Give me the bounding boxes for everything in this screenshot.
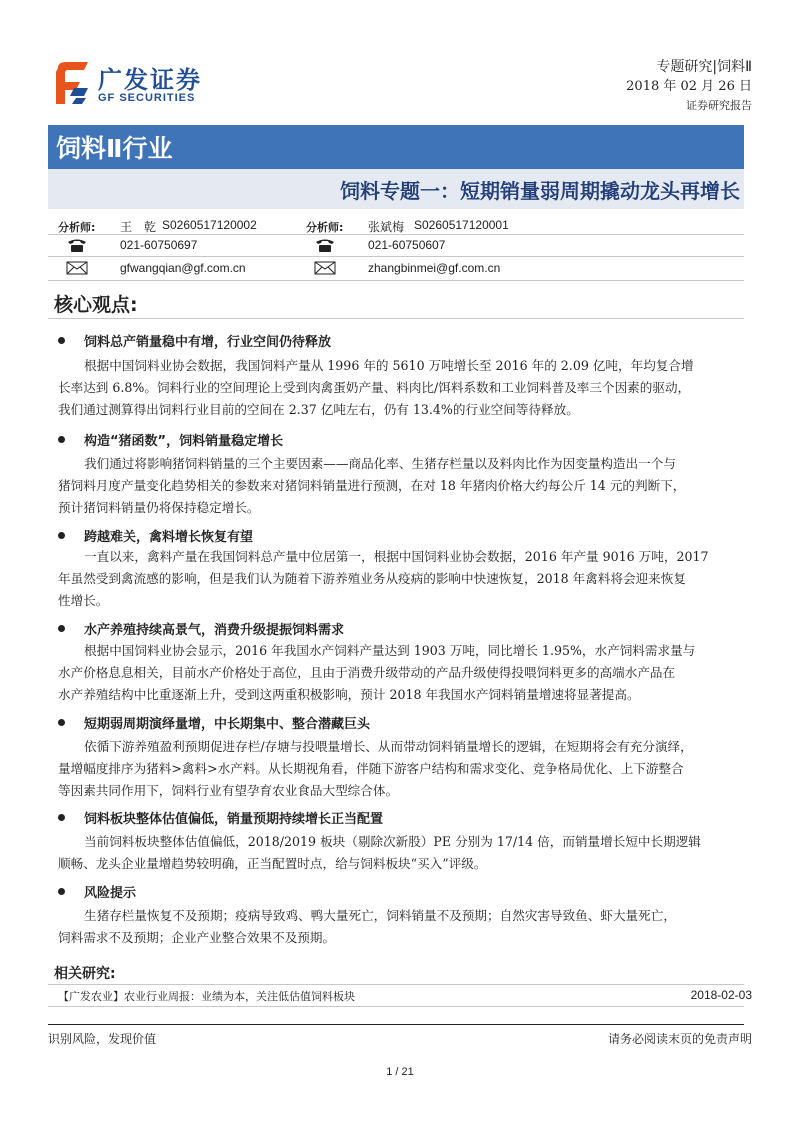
section-heading: 饲料总产销量稳中有增，行业空间仍待释放 — [84, 335, 332, 350]
section-heading: 短期弱周期演绎量增，中长期集中、整合潜藏巨头 — [84, 717, 371, 732]
section-heading: 水产养殖持续高景气，消费升级提振饲料需求 — [84, 623, 345, 638]
divider — [48, 984, 744, 985]
section-body — [58, 736, 730, 802]
divider — [48, 318, 744, 319]
footer-rule — [48, 1024, 744, 1025]
section-body — [58, 905, 730, 949]
section-body — [58, 640, 730, 706]
analyst-1-phone: 021-60750697 — [120, 238, 198, 252]
bullet — [58, 719, 65, 726]
body-line: 一直以来，禽料产量在我国饲料总产量中位居第一，根据中国饲料业协会数据，2016 年产量 9016 万吨，2017 — [84, 549, 709, 564]
body-line: 生猪存栏量恢复不及预期；疫病导致鸡、鸭大量死亡，饲料销量不及预期；自然灾害导致鱼、虾大量死亡， — [84, 908, 676, 923]
industry-title: 饲料Ⅱ行业 — [56, 134, 173, 163]
analyst-2-email[interactable]: zhangbinmei@gf.com.cn — [368, 261, 501, 275]
phone-icon — [66, 238, 88, 252]
page-number: 1 / 21 — [386, 1066, 414, 1078]
section-body — [58, 831, 730, 875]
header-meta — [626, 58, 752, 115]
divider — [48, 1006, 744, 1007]
email-icon — [314, 261, 336, 275]
analyst-1-cert: S0260517120002 — [162, 218, 257, 232]
analyst-2-phone: 021-60750607 — [368, 238, 446, 252]
related-title: 相关研究: — [54, 966, 116, 982]
body-line: 我们通过将影响猪饲料销量的三个主要因素——商品化率、生猪存栏量以及料肉比作为因变量构造出一个与 — [84, 456, 676, 471]
divider — [48, 234, 744, 235]
bullet — [58, 436, 65, 443]
related-item-date: 2018-02-03 — [690, 988, 752, 1002]
related-item-link[interactable]: 【广发农业】农业行业周报：业绩为本，关注低估值饲料板块 — [58, 990, 355, 1003]
body-line: 猪饲料月度产量变化趋势相关的参数来对猪饲料销量进行预测，在对 18 年猪肉价格大约每公斤 14 元的判断下， — [58, 478, 686, 493]
logo-text-cn: 广发证券 — [98, 66, 202, 94]
bullet — [58, 814, 65, 821]
analyst-2-cert: S0260517120001 — [414, 218, 509, 232]
section-heading: 构造“猪函数”，饲料销量稳定增长 — [84, 434, 284, 449]
body-line: 根据中国饲料业协会数据，我国饲料产量从 1996 年的 5610 万吨增长至 2016 年的 2.09 亿吨，年均复合增 — [84, 358, 694, 373]
body-line: 顺畅、龙头企业量增趋势较明确，正当配置时点，给与饲料板块“买入”评级。 — [58, 856, 487, 871]
logo-text-en: GF SECURITIES — [98, 92, 196, 104]
body-line: 水产价格息息相关，目前水产价格处于高位，且由于消费升级带动的产品升级使得投喂饲料更多的高端水产品在 — [58, 665, 676, 680]
body-line: 长率达到 6.8%。饲料行业的空间理论上受到肉禽蛋奶产量、料肉比/饵料系数和工业饲料普及率三个因素的驱动， — [58, 380, 691, 395]
body-line: 年虽然受到禽流感的影响，但是我们认为随着下游养殖业务从疫病的影响中快速恢复，2018 年禽料将会迎来恢复 — [58, 571, 686, 586]
report-title: 饲料专题一：短期销量弱周期撬动龙头再增长 — [340, 179, 740, 203]
body-line: 饲料需求不及预期；企业产业整合效果不及预期。 — [58, 930, 336, 945]
footer-disclaimer: 请务必阅读末页的免责声明 — [607, 1032, 752, 1046]
report-date: 2018 年 02 月 26 日 — [626, 79, 752, 94]
gf-logo — [52, 60, 212, 108]
body-line: 预计猪饲料销量仍将保持稳定增长。 — [58, 500, 260, 515]
divider — [48, 280, 744, 281]
phone-icon — [314, 238, 336, 252]
body-line: 等因素共同作用下，饲料行业有望孕育农业食品大型综合体。 — [58, 783, 399, 798]
body-line: 性增长。 — [58, 593, 109, 608]
body-line: 水产养殖结构中比重逐渐上升，受到这两重积极影响，预计 2018 年我国水产饲料销量增速将显著提高。 — [58, 687, 640, 702]
section-heading: 风险提示 — [84, 886, 137, 901]
report-category: 专题研究|饲料Ⅱ — [656, 59, 752, 75]
body-line: 量增幅度排序为猪料>禽料>水产料。从长期视角看，伴随下游客户结构和需求变化、竞争格局优化、上下游整合 — [58, 761, 684, 776]
divider — [48, 256, 744, 257]
section-heading: 饲料板块整体估值偏低，销量预期持续增长正当配置 — [84, 812, 384, 827]
analyst-label-2: 分析师: — [306, 221, 344, 234]
bullet — [58, 532, 65, 539]
section-body — [58, 453, 730, 519]
section-body — [58, 355, 730, 421]
bullet — [58, 337, 65, 344]
body-line: 当前饲料板块整体估值偏低，2018/2019 板块（剔除次新股）PE 分别为 17/14 倍，而销量增长短中长期逻辑 — [84, 834, 701, 849]
body-line: 根据中国饲料业协会显示，2016 年我国水产饲料产量达到 1903 万吨，同比增长 1.95%，水产饲料需求量与 — [84, 643, 696, 658]
section-heading: 跨越难关，禽料增长恢复有望 — [84, 530, 254, 545]
body-line: 我们通过测算得出饲料行业目前的空间在 2.37 亿吨左右，仍有 13.4%的行业空间等待释放。 — [58, 402, 579, 417]
section-body — [58, 546, 730, 612]
analyst-2-name: 张斌梅 — [368, 220, 405, 234]
analyst-1-email[interactable]: gfwangqian@gf.com.cn — [120, 261, 246, 275]
body-line: 依循下游养殖盈利预期促进存栏/存塘与投喂量增长、从而带动饲料销量增长的逻辑，在短期将会有充分演绎， — [84, 739, 693, 754]
bullet — [58, 888, 65, 895]
analyst-1-name: 王 乾 — [120, 220, 157, 234]
core-title: 核心观点: — [54, 294, 138, 316]
email-icon — [66, 261, 88, 275]
gf-logo-icon — [52, 60, 92, 106]
report-type: 证券研究报告 — [686, 99, 752, 112]
footer-slogan: 识别风险，发现价值 — [48, 1032, 157, 1046]
bullet — [58, 625, 65, 632]
analyst-label-1: 分析师: — [58, 221, 96, 234]
